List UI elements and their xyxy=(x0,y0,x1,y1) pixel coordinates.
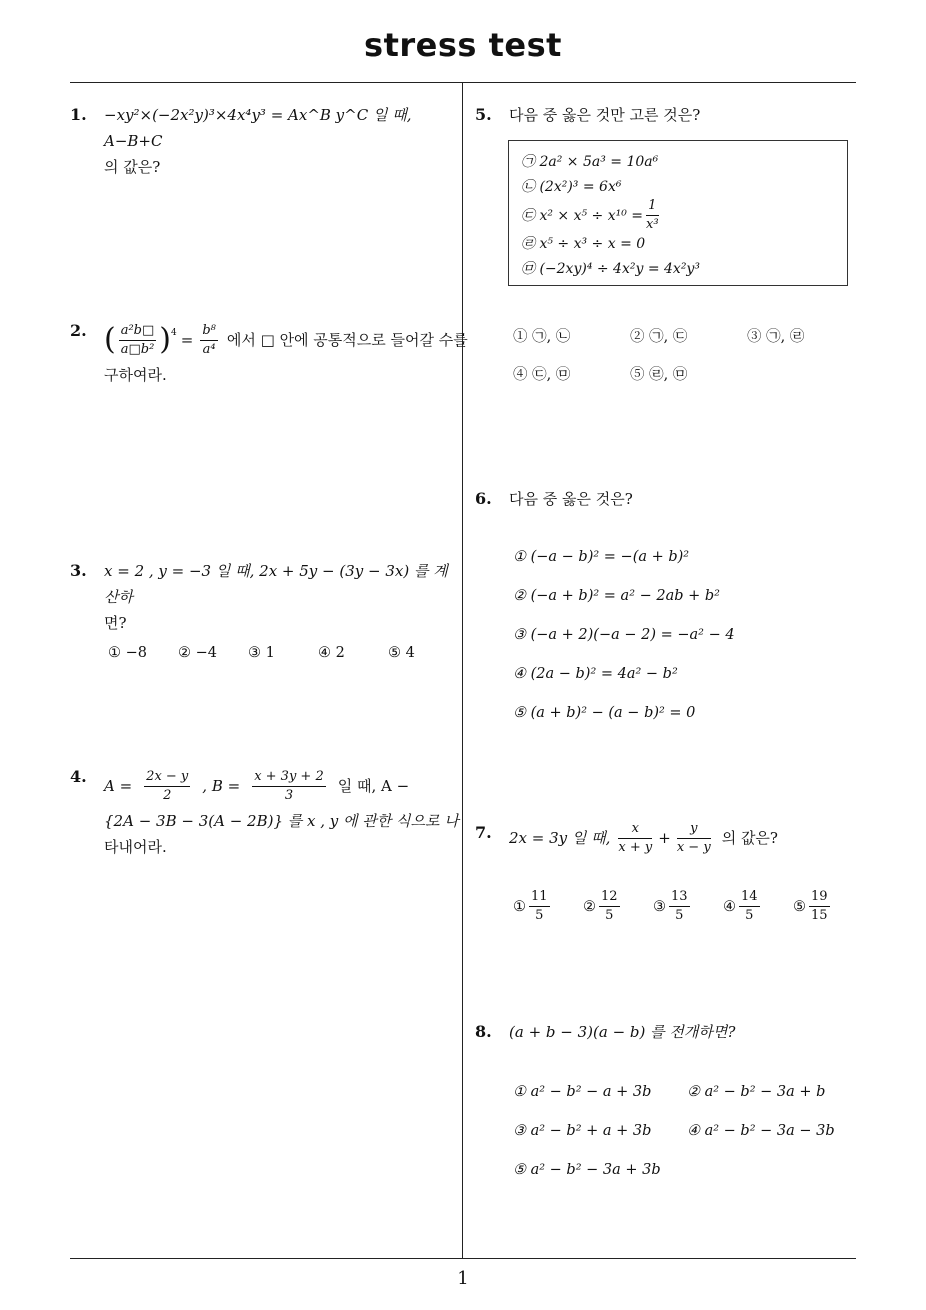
answer-option[interactable]: ① a² − b² − a + 3b xyxy=(513,1084,652,1100)
question-text-line: 2x = 3y 일 때, xyxy=(509,829,611,847)
question-text-line: 다음 중 옳은 것은? xyxy=(509,490,633,508)
top-rule xyxy=(70,82,856,83)
answer-option[interactable]: ④ $\frac{14}{5}$ xyxy=(723,889,758,923)
answer-option[interactable]: ⑤ ㉣, ㉤ xyxy=(630,367,688,383)
answer-option[interactable]: ⑤ $\frac{19}{15}$ xyxy=(793,889,828,923)
fraction-denominator: a□b² xyxy=(120,341,155,357)
answer-option[interactable]: ④ a² − b² − 3a − 3b xyxy=(687,1123,835,1139)
question-text-line: 구하여라. xyxy=(104,366,167,384)
question-text-line: 에서 □ 안에 공통적으로 들어갈 수를 xyxy=(226,331,468,349)
question-number: 5. xyxy=(475,105,492,124)
fraction-numerator: x + 3y + 2 xyxy=(252,768,326,787)
answer-option[interactable]: ④ ㉢, ㉤ xyxy=(513,367,571,383)
question-text-line: A = xyxy=(104,777,133,795)
page-title: stress test xyxy=(364,26,562,64)
answer-option[interactable]: ② ㉠, ㉢ xyxy=(630,329,688,345)
fraction-denominator: a⁴ xyxy=(202,341,216,357)
answer-option[interactable]: ① (−a − b)² = −(a + b)² xyxy=(513,549,690,565)
fraction-denominator: 3 xyxy=(284,787,294,803)
question-number: 6. xyxy=(475,489,492,508)
statement: ㉢ x² × x⁵ ÷ x¹⁰ = xyxy=(521,207,644,224)
answer-option[interactable]: ③ (−a + 2)(−a − 2) = −a² − 4 xyxy=(513,627,735,643)
question-text-line: −xy²×(−2x²y)³×4x⁴y³ = Ax^B y^C 일 때, A−B+C xyxy=(104,106,412,150)
question-number: 4. xyxy=(70,767,87,786)
question-text-line: 일 때, A − xyxy=(337,777,410,795)
fraction-numerator: x xyxy=(618,820,652,839)
question-number: 7. xyxy=(475,823,492,842)
question-number: 2. xyxy=(70,321,87,340)
fraction-denominator: 2 xyxy=(163,787,172,803)
question-text-line: 타내어라. xyxy=(104,838,167,856)
question-number: 3. xyxy=(70,561,87,580)
question-text-line: 면? xyxy=(104,614,127,632)
answer-option[interactable]: ④ 2 xyxy=(318,645,345,661)
answer-option[interactable]: ⑤ a² − b² − 3a + 3b xyxy=(513,1162,661,1178)
answer-option[interactable]: ③ 1 xyxy=(248,645,275,661)
exponent: 4 xyxy=(171,328,177,338)
answer-option[interactable]: ⑤ (a + b)² − (a − b)² = 0 xyxy=(513,705,696,721)
answer-option[interactable]: ⑤ 4 xyxy=(388,645,415,661)
statement-box xyxy=(508,140,848,286)
question-text-line: 의 값은? xyxy=(104,158,161,176)
fraction-numerator: 1 xyxy=(646,197,659,216)
fraction-denominator: x³ xyxy=(646,217,659,232)
fraction-numerator: 2x − y xyxy=(144,768,190,787)
statement: ㉤ (−2xy)⁴ ÷ 4x²y = 4x²y³ xyxy=(521,261,700,277)
answer-option[interactable]: ② a² − b² − 3a + b xyxy=(687,1084,826,1100)
fraction-denominator: x − y xyxy=(676,839,711,855)
answer-option[interactable]: ② −4 xyxy=(178,645,217,661)
bottom-rule xyxy=(70,1258,856,1259)
question-number: 1. xyxy=(70,105,87,124)
answer-option[interactable]: ③ ㉠, ㉣ xyxy=(747,329,805,345)
question-text-line: 다음 중 옳은 것만 고른 것은? xyxy=(509,106,701,124)
answer-option[interactable]: ① −8 xyxy=(108,645,147,661)
column-divider xyxy=(462,83,463,1259)
fraction-numerator: b⁸ xyxy=(200,322,218,341)
answer-option[interactable]: ① $\frac{11}{5}$ xyxy=(513,889,548,923)
statement: ㉡ (2x²)³ = 6x⁶ xyxy=(521,179,622,195)
answer-option[interactable]: ③ $\frac{13}{5}$ xyxy=(653,889,688,923)
answer-option[interactable]: ① ㉠, ㉡ xyxy=(513,329,571,345)
fraction-numerator: y xyxy=(677,820,711,839)
statement: ㉣ x⁵ ÷ x³ ÷ x = 0 xyxy=(521,236,646,252)
question-number: 8. xyxy=(475,1022,492,1041)
page-number: 1 xyxy=(457,1268,469,1289)
answer-option[interactable]: ② (−a + b)² = a² − 2ab + b² xyxy=(513,588,720,604)
answer-option[interactable]: ③ a² − b² + a + 3b xyxy=(513,1123,652,1139)
question-text-line: {2A − 3B − 3(A − 2B)} 를 x , y 에 관한 식으로 나 xyxy=(104,812,459,830)
question-text-line: , B = xyxy=(202,777,241,795)
question-text-line: (a + b − 3)(a − b) 를 전개하면? xyxy=(509,1023,736,1041)
fraction-denominator: x + y xyxy=(618,839,653,855)
question-text-line: x = 2 , y = −3 일 때, 2x + 5y − (3y − 3x) 를 계산하 xyxy=(104,562,448,606)
answer-option[interactable]: ② $\frac{12}{5}$ xyxy=(583,889,618,923)
answer-option[interactable]: ④ (2a − b)² = 4a² − b² xyxy=(513,666,678,682)
fraction-numerator: a²b□ xyxy=(119,322,157,341)
statement: ㉠ 2a² × 5a³ = 10a⁶ xyxy=(521,154,659,170)
question-text-line: 의 값은? xyxy=(721,829,778,847)
